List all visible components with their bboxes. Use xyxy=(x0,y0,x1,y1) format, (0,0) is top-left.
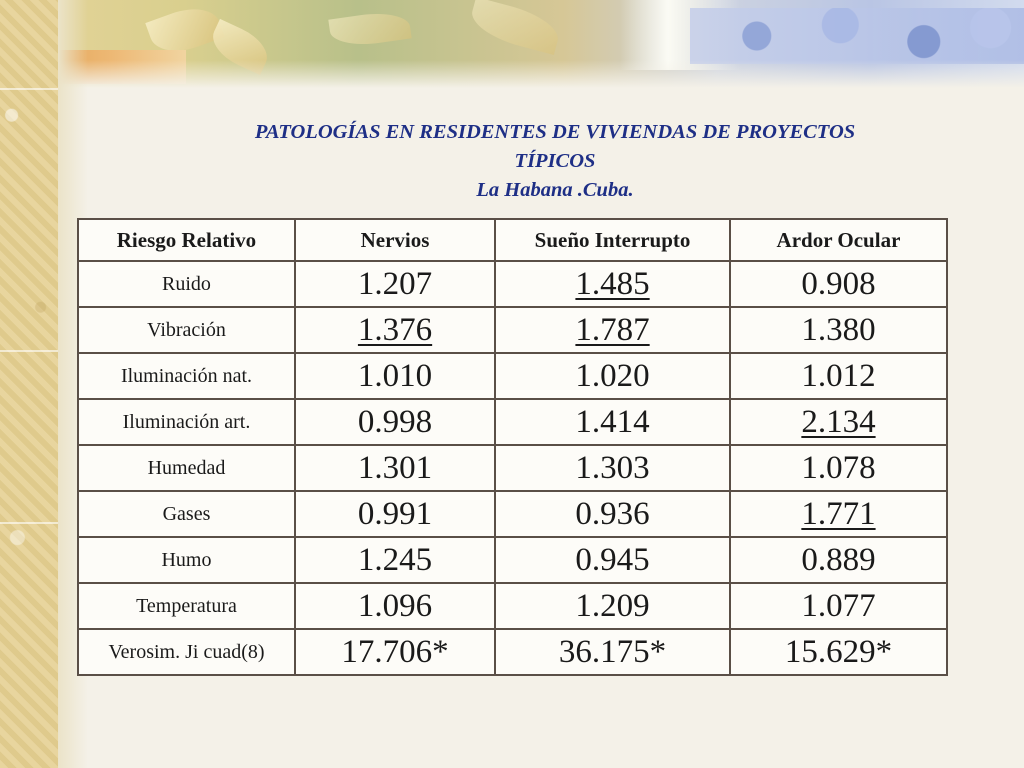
table-cell: 1.303 xyxy=(495,445,730,491)
row-label: Verosim. Ji cuad(8) xyxy=(78,629,295,675)
table-row xyxy=(78,307,947,353)
row-label: Humo xyxy=(78,537,295,583)
table-cell: 1.771 xyxy=(730,491,947,537)
table-cell: 1.414 xyxy=(495,399,730,445)
table-row xyxy=(78,353,947,399)
table-cell: 0.889 xyxy=(730,537,947,583)
slide-title xyxy=(90,118,1020,205)
table-cell: 1.485 xyxy=(495,261,730,307)
table-row xyxy=(78,491,947,537)
row-label: Humedad xyxy=(78,445,295,491)
table-cell: 1.376 xyxy=(295,307,495,353)
table-row xyxy=(78,445,947,491)
title-subtitle: La Habana .Cuba. xyxy=(476,179,634,201)
table-cell: 1.012 xyxy=(730,353,947,399)
table-cell: 1.301 xyxy=(295,445,495,491)
table-cell: 1.078 xyxy=(730,445,947,491)
table-cell: 15.629* xyxy=(730,629,947,675)
row-label: Temperatura xyxy=(78,583,295,629)
row-label: Iluminación nat. xyxy=(78,353,295,399)
table-cell: 1.096 xyxy=(295,583,495,629)
row-label: Ruido xyxy=(78,261,295,307)
corner-header: Riesgo Relativo xyxy=(78,219,295,261)
column-header-ardor: Ardor Ocular xyxy=(730,219,947,261)
table-cell: 17.706* xyxy=(295,629,495,675)
table-row xyxy=(78,399,947,445)
table-cell: 0.991 xyxy=(295,491,495,537)
table-row xyxy=(78,583,947,629)
table-row xyxy=(78,629,947,675)
table-cell: 0.908 xyxy=(730,261,947,307)
table-cell: 0.998 xyxy=(295,399,495,445)
table-cell: 1.207 xyxy=(295,261,495,307)
table-cell: 1.245 xyxy=(295,537,495,583)
table-header-row xyxy=(78,219,947,261)
risk-table xyxy=(77,218,948,676)
table-cell: 1.077 xyxy=(730,583,947,629)
table-cell: 1.380 xyxy=(730,307,947,353)
decorative-banner xyxy=(0,0,1024,88)
row-label: Iluminación art. xyxy=(78,399,295,445)
row-label: Gases xyxy=(78,491,295,537)
title-line-1: PATOLOGÍAS EN RESIDENTES DE VIVIENDAS DE PROYECTOS xyxy=(254,121,856,143)
column-header-sueno: Sueño Interrupto xyxy=(495,219,730,261)
table-cell: 0.945 xyxy=(495,537,730,583)
decorative-left-strip xyxy=(0,0,58,768)
column-header-nervios: Nervios xyxy=(295,219,495,261)
table-cell: 1.020 xyxy=(495,353,730,399)
table-cell: 1.787 xyxy=(495,307,730,353)
table-cell: 2.134 xyxy=(730,399,947,445)
table-row xyxy=(78,261,947,307)
table-row xyxy=(78,537,947,583)
table-cell: 1.209 xyxy=(495,583,730,629)
row-label: Vibración xyxy=(78,307,295,353)
table-cell: 0.936 xyxy=(495,491,730,537)
title-line-2: TÍPICOS xyxy=(514,150,596,172)
table-cell: 36.175* xyxy=(495,629,730,675)
table-cell: 1.010 xyxy=(295,353,495,399)
